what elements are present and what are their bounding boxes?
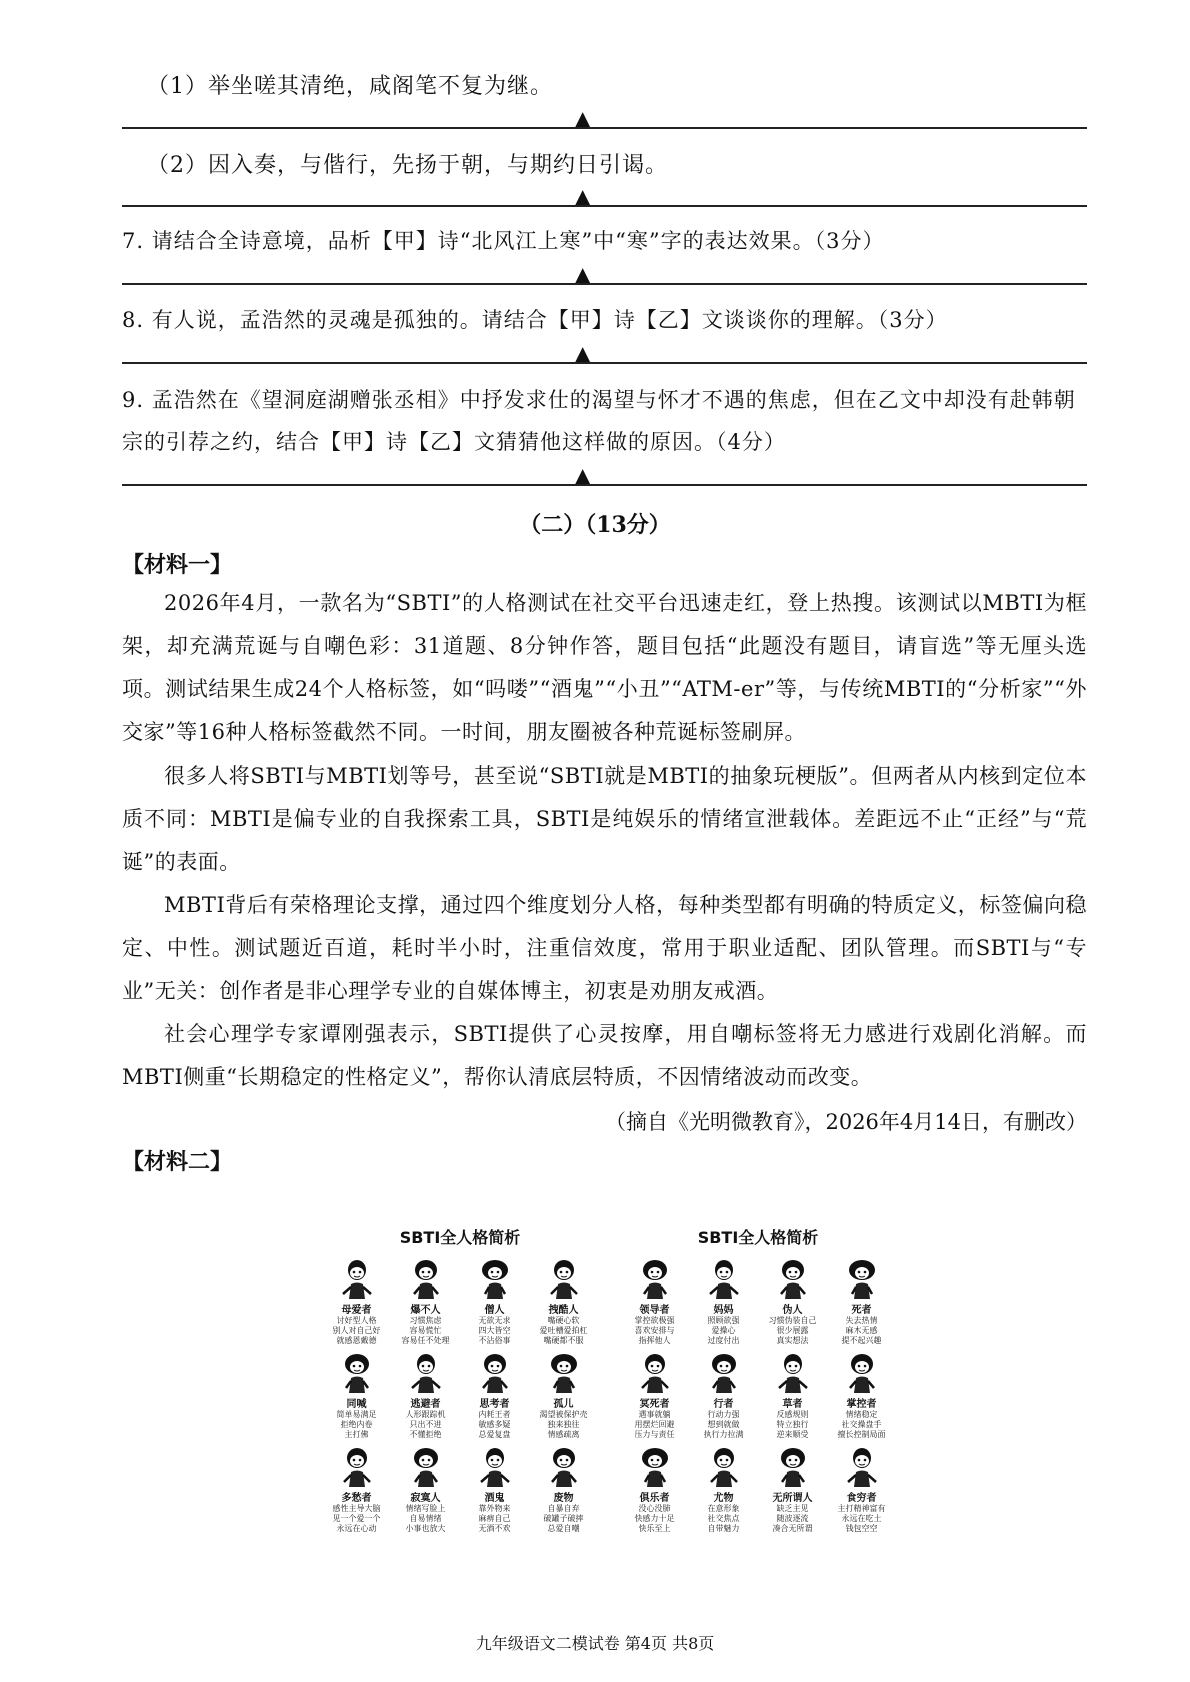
cartoon-figure-icon xyxy=(842,1444,882,1488)
page-footer: 九年级语文二模试卷 第4页 共8页 xyxy=(475,1634,715,1653)
sbti-card xyxy=(692,1256,755,1346)
sbti-card-name: 同喊 xyxy=(346,1399,367,1410)
sbti-card xyxy=(532,1350,595,1440)
sbti-card-desc: 麻木无感 xyxy=(845,1326,878,1335)
answer-mark: ▲ xyxy=(575,463,591,487)
translation-item-2: （2）因入奏，与偕行，先扬于朝，与期约日引谒。 xyxy=(147,153,668,178)
cartoon-figure-icon xyxy=(475,1256,515,1300)
sbti-card-desc: 很少展露 xyxy=(776,1326,809,1335)
question-9-line-1: 9. 孟浩然在《望洞庭湖赠张丞相》中抒发求仕的渴望与怀才不遇的焦虑，但在乙文中却没有赴韩朝 xyxy=(122,388,1076,412)
sbti-card-desc: 就感恩戴德 xyxy=(336,1336,377,1345)
sbti-card-name: 废物 xyxy=(553,1493,574,1504)
sbti-card-desc: 总爱自嘲 xyxy=(547,1524,580,1533)
sbti-panel-left xyxy=(325,1225,595,1534)
sbti-card-desc: 社交焦点 xyxy=(707,1514,740,1523)
sbti-card-name: 酒鬼 xyxy=(484,1493,505,1504)
sbti-card-name: 食穷者 xyxy=(846,1493,877,1504)
question-8: 8. 有人说，孟浩然的灵魂是孤独的。请结合【甲】诗【乙】文谈谈你的理解。（3分） xyxy=(122,308,948,332)
sbti-card-desc: 只出不进 xyxy=(409,1420,442,1429)
sbti-card-grid xyxy=(325,1256,595,1534)
answer-mark: ▲ xyxy=(575,184,591,208)
cartoon-figure-icon xyxy=(635,1350,675,1394)
sbti-card-desc: 过度付出 xyxy=(707,1336,740,1345)
material-1-paragraph-3: MBTI背后有荣格理论支撑，通过四个维度划分人格，每种类型都有明确的特质定义，标签偏向稳定、中性。测试题近百道，耗时半小时，注重信效度，常用于职业适配、团队管理。而SBTI与“专业”无关：创作者是非心理学专业的自媒体博主，初衷是劝朋友戒酒。 xyxy=(122,893,1087,1003)
sbti-card-desc: 凑合无所谓 xyxy=(772,1524,813,1533)
sbti-card-name: 草者 xyxy=(782,1399,803,1410)
sbti-card-desc: 拒绝内卷 xyxy=(340,1420,373,1429)
sbti-card-name: 孤儿 xyxy=(553,1399,574,1410)
cartoon-figure-icon xyxy=(544,1444,584,1488)
sbti-card-desc: 爱吐槽爱拍杠 xyxy=(539,1326,588,1335)
sbti-card-desc: 社交操盘手 xyxy=(841,1420,882,1429)
sbti-card-desc: 不沾俗事 xyxy=(478,1336,511,1345)
sbti-card xyxy=(623,1350,686,1440)
sbti-card-name: 母爱者 xyxy=(341,1305,372,1316)
sbti-card xyxy=(463,1350,526,1440)
sbti-card-desc: 容易慌忙 xyxy=(409,1326,442,1335)
sbti-card-desc: 自暴自弃 xyxy=(547,1504,580,1513)
sbti-card-name: 死者 xyxy=(851,1305,872,1316)
sbti-card-desc: 擅长控制局面 xyxy=(837,1430,886,1439)
sbti-card-desc: 无酒不欢 xyxy=(478,1524,511,1533)
sbti-card xyxy=(325,1350,388,1440)
sbti-card-desc: 人形跟踪机 xyxy=(405,1410,446,1419)
cartoon-figure-icon xyxy=(635,1256,675,1300)
sbti-card-desc: 习惯伪装自己 xyxy=(768,1316,817,1325)
sbti-card-desc: 容易任不处理 xyxy=(401,1336,450,1345)
sbti-card-desc: 失去热情 xyxy=(845,1316,878,1325)
cartoon-figure-icon xyxy=(704,1444,744,1488)
answer-line xyxy=(122,484,1087,486)
sbti-card-name: 多愁者 xyxy=(341,1493,372,1504)
cartoon-figure-icon xyxy=(773,1444,813,1488)
sbti-card-desc: 渴望被保护壳 xyxy=(539,1410,588,1419)
sbti-card-desc: 喜欢安排与 xyxy=(634,1326,675,1335)
sbti-card xyxy=(325,1444,388,1534)
sbti-card-grid xyxy=(623,1256,893,1534)
sbti-card xyxy=(532,1256,595,1346)
sbti-panel-right xyxy=(623,1225,893,1534)
sbti-panel-title: SBTI全人格简析 xyxy=(697,1228,819,1247)
sbti-card-name: 僧人 xyxy=(484,1305,505,1316)
sbti-card-desc: 四大皆空 xyxy=(478,1326,511,1335)
sbti-card-name: 逃避者 xyxy=(410,1399,441,1410)
sbti-card-desc: 不懂拒绝 xyxy=(409,1430,442,1439)
cartoon-figure-icon xyxy=(842,1350,882,1394)
sbti-card-desc: 真实想法 xyxy=(776,1336,809,1345)
sbti-card-desc: 感性主导大脑 xyxy=(332,1504,381,1513)
sbti-card-desc: 主打精神富有 xyxy=(837,1504,886,1513)
sbti-card-desc: 钱包空空 xyxy=(845,1524,878,1533)
cartoon-figure-icon xyxy=(337,1256,377,1300)
sbti-card xyxy=(692,1350,755,1440)
sbti-card xyxy=(463,1444,526,1534)
sbti-card-desc: 习惯焦虑 xyxy=(409,1316,442,1325)
sbti-card-name: 妈妈 xyxy=(713,1305,734,1316)
sbti-card xyxy=(325,1256,388,1346)
sbti-card-desc: 独来独往 xyxy=(547,1420,580,1429)
sbti-card-desc: 小事也放大 xyxy=(405,1524,446,1533)
sbti-card xyxy=(830,1350,893,1440)
sbti-card-name: 无所谓人 xyxy=(772,1493,813,1504)
material-2-header: 【材料二】 xyxy=(122,1149,233,1175)
sbti-card-desc: 见一个爱一个 xyxy=(332,1514,381,1523)
translation-item-1: （1）举坐嗟其清绝，咸阁笔不复为继。 xyxy=(147,74,553,99)
material-1-header: 【材料一】 xyxy=(122,552,233,578)
sbti-card-desc: 逆来顺受 xyxy=(776,1430,809,1439)
section-title: （二）（13分） xyxy=(519,512,671,538)
sbti-card-desc: 没心没肺 xyxy=(638,1504,671,1513)
answer-line xyxy=(122,127,1087,129)
sbti-card-desc: 随波逐流 xyxy=(776,1514,809,1523)
sbti-card xyxy=(830,1444,893,1534)
answer-mark: ▲ xyxy=(575,262,591,286)
sbti-card-desc: 内耗王者 xyxy=(478,1410,511,1419)
sbti-card xyxy=(532,1444,595,1534)
sbti-card-desc: 情绪稳定 xyxy=(845,1410,878,1419)
cartoon-figure-icon xyxy=(337,1350,377,1394)
sbti-card-name: 掌控者 xyxy=(846,1399,877,1410)
sbti-card-desc: 嘴硬心软 xyxy=(547,1316,580,1325)
question-7: 7. 请结合全诗意境，品析【甲】诗“北风江上寒”中“寒”字的表达效果。（3分） xyxy=(122,229,885,253)
sbti-card xyxy=(394,1444,457,1534)
sbti-card-name: 伪人 xyxy=(782,1305,803,1316)
answer-line xyxy=(122,205,1087,207)
cartoon-figure-icon xyxy=(773,1256,813,1300)
cartoon-figure-icon xyxy=(544,1350,584,1394)
material-1-paragraph-4: 社会心理学专家谭刚强表示，SBTI提供了心灵按摩，用自嘲标签将无力感进行戏剧化消解。而MBTI侧重“长期稳定的性格定义”，帮你认清底层特质，不因情绪波动而改变。 xyxy=(122,1022,1087,1089)
sbti-card-desc: 情感疏离 xyxy=(547,1430,580,1439)
sbti-card-desc: 执行力拉满 xyxy=(703,1430,744,1439)
sbti-card-desc: 照顾欲强 xyxy=(707,1316,740,1325)
cartoon-figure-icon xyxy=(475,1444,515,1488)
sbti-card-desc: 快感力十足 xyxy=(634,1514,675,1523)
sbti-card-desc: 快乐至上 xyxy=(638,1524,671,1533)
sbti-card xyxy=(623,1256,686,1346)
cartoon-figure-icon xyxy=(704,1350,744,1394)
answer-mark: ▲ xyxy=(575,341,591,365)
sbti-card-name: 思考者 xyxy=(479,1399,510,1410)
sbti-card-desc: 掌控欲极强 xyxy=(634,1316,675,1325)
sbti-card-name: 爆不人 xyxy=(410,1305,441,1316)
sbti-card-desc: 别人对自己好 xyxy=(332,1326,381,1335)
sbti-card-desc: 破罐子破摔 xyxy=(543,1514,584,1523)
sbti-card-desc: 用摆烂回避 xyxy=(634,1420,675,1429)
sbti-card xyxy=(394,1256,457,1346)
answer-line xyxy=(122,362,1087,364)
sbti-card-desc: 特立独行 xyxy=(776,1420,809,1429)
material-1-paragraph-1: 2026年4月，一款名为“SBTI”的人格测试在社交平台迅速走红，登上热搜。该测试以MBTI为框架，却充满荒诞与自嘲色彩：31道题、8分钟作答，题目包括“此题没有题目，请盲选”等无厘头选项。测试结果生成24个人格标签，如“吗喽”“酒鬼”“小丑”“ATM-er”等，与传统MBTI的“分析家”“外交家”等16种人格标签截然不同。一时间，朋友圈被各种荒诞标签刷屏。 xyxy=(122,591,1087,744)
cartoon-figure-icon xyxy=(406,1256,446,1300)
sbti-card-name: 寂寞人 xyxy=(410,1493,441,1504)
sbti-card-name: 俱乐者 xyxy=(639,1493,670,1504)
sbti-card-name: 冥死者 xyxy=(639,1399,670,1410)
sbti-card xyxy=(830,1256,893,1346)
sbti-card-desc: 简单易满足 xyxy=(336,1410,377,1419)
sbti-card xyxy=(761,1444,824,1534)
sbti-card-desc: 主打佛 xyxy=(344,1430,369,1439)
sbti-card-desc: 总爱复盘 xyxy=(478,1430,511,1439)
cartoon-figure-icon xyxy=(773,1350,813,1394)
sbti-card-desc: 讨好型人格 xyxy=(336,1316,377,1325)
sbti-card-desc: 永远在吃土 xyxy=(841,1514,882,1523)
cartoon-figure-icon xyxy=(337,1444,377,1488)
sbti-card-name: 领导者 xyxy=(639,1305,670,1316)
sbti-card xyxy=(394,1350,457,1440)
sbti-card-desc: 自易情绪 xyxy=(409,1514,442,1523)
sbti-card xyxy=(761,1350,824,1440)
sbti-card-desc: 反感规则 xyxy=(776,1410,809,1419)
answer-line xyxy=(122,283,1087,285)
sbti-card-name: 行者 xyxy=(713,1399,734,1410)
cartoon-figure-icon xyxy=(544,1256,584,1300)
question-9-line-2: 宗的引荐之约，结合【甲】诗【乙】文猜猜他这样做的原因。（4分） xyxy=(122,430,786,454)
sbti-card-desc: 自带魅力 xyxy=(707,1524,740,1533)
cartoon-figure-icon xyxy=(406,1350,446,1394)
sbti-card-desc: 提不起兴趣 xyxy=(841,1336,882,1345)
sbti-card-desc: 缺乏主见 xyxy=(776,1504,809,1513)
sbti-card-desc: 永远在心动 xyxy=(336,1524,377,1533)
sbti-card xyxy=(623,1444,686,1534)
sbti-card-desc: 指挥他人 xyxy=(638,1336,671,1345)
answer-mark: ▲ xyxy=(575,106,591,130)
cartoon-figure-icon xyxy=(635,1444,675,1488)
cartoon-figure-icon xyxy=(406,1444,446,1488)
cartoon-figure-icon xyxy=(842,1256,882,1300)
cartoon-figure-icon xyxy=(475,1350,515,1394)
material-1-source: （摘自《光明微教育》，2026年4月14日，有删改） xyxy=(604,1110,1087,1134)
sbti-card-desc: 压力与责任 xyxy=(634,1430,675,1439)
sbti-card-desc: 麻痹自己 xyxy=(478,1514,511,1523)
sbti-card xyxy=(761,1256,824,1346)
sbti-card xyxy=(692,1444,755,1534)
sbti-card-desc: 在意形象 xyxy=(707,1504,740,1513)
sbti-card-desc: 靠外物来 xyxy=(478,1504,511,1513)
sbti-card-desc: 想到就做 xyxy=(707,1420,740,1429)
material-1-paragraph-2: 很多人将SBTI与MBTI划等号，甚至说“SBTI就是MBTI的抽象玩梗版”。但两者从内核到定位本质不同：MBTI是偏专业的自我探索工具，SBTI是纯娱乐的情绪宣泄载体。差距远不止“正经”与“荒诞”的表面。 xyxy=(122,764,1087,874)
sbti-card-name: 拽酷人 xyxy=(548,1305,579,1316)
sbti-panel-title: SBTI全人格简析 xyxy=(399,1228,521,1247)
sbti-card-desc: 行动力强 xyxy=(707,1410,740,1419)
sbti-card-desc: 嘴硬都不服 xyxy=(543,1336,584,1345)
sbti-card-desc: 情绪写脸上 xyxy=(405,1504,446,1513)
sbti-card-desc: 爱操心 xyxy=(711,1326,736,1335)
sbti-card xyxy=(463,1256,526,1346)
sbti-card-desc: 遇事就躺 xyxy=(638,1410,671,1419)
sbti-card-name: 尤物 xyxy=(713,1493,734,1504)
cartoon-figure-icon xyxy=(704,1256,744,1300)
sbti-card-desc: 无欲无求 xyxy=(478,1316,511,1325)
sbti-card-desc: 敏感多疑 xyxy=(478,1420,511,1429)
